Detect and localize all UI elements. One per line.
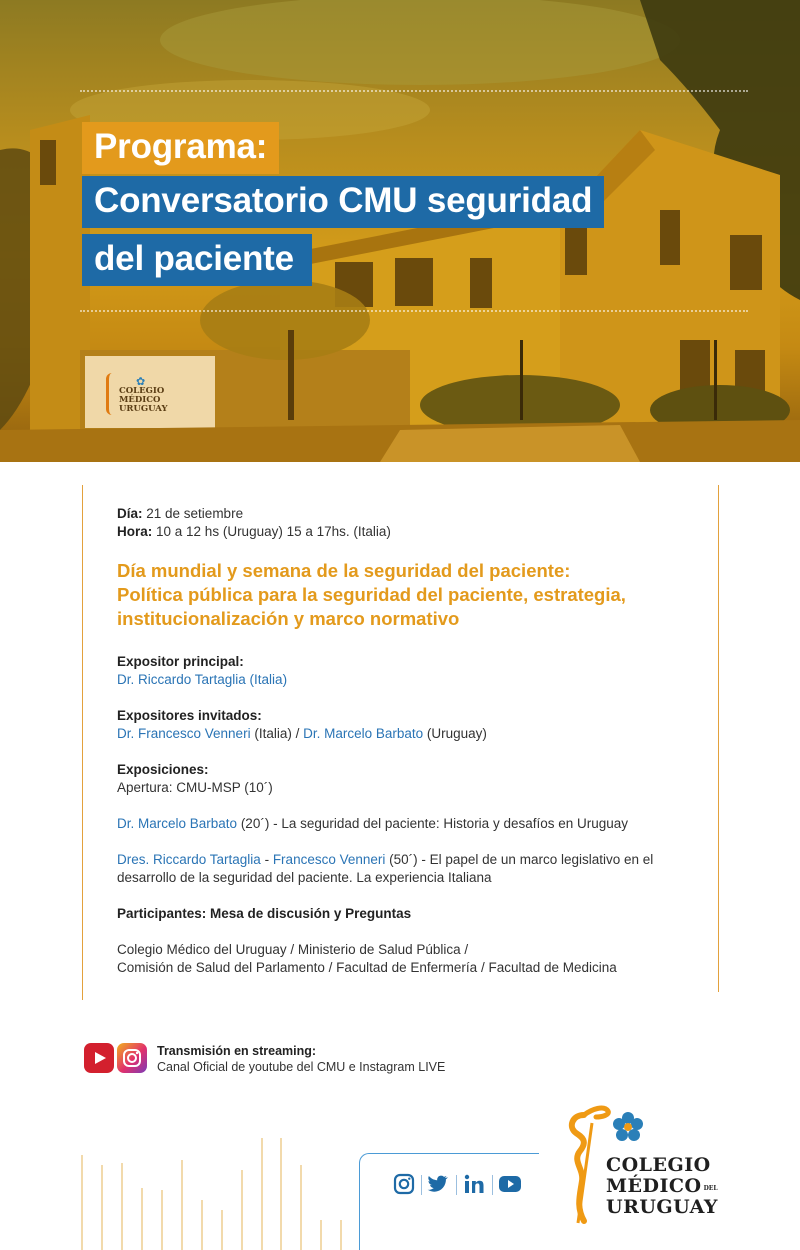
sign-line-3: URUGUAY (119, 404, 168, 414)
dotted-divider-top (80, 90, 748, 92)
date-label: Día: (117, 506, 143, 521)
hero-banner (0, 0, 800, 462)
social-separator (492, 1175, 493, 1195)
linkedin-icon[interactable] (462, 1172, 486, 1196)
dotted-divider-bottom (80, 310, 748, 312)
guest-speaker-2: Dr. Marcelo Barbato (303, 726, 424, 741)
time-value: 10 a 12 hs (Uruguay) 15 a 17hs. (Italia) (152, 524, 391, 539)
talk-1-title: (20´) - La seguridad del paciente: Historia y desafíos en Uruguay (237, 816, 629, 831)
program-content (117, 505, 707, 977)
talks-label: Exposiciones: (117, 762, 209, 777)
instagram-icon[interactable] (392, 1172, 416, 1196)
talk-opening: Apertura: CMU-MSP (10´) (117, 780, 273, 795)
youtube-icon[interactable] (498, 1172, 522, 1196)
sign-line-1: COLEGIO (119, 386, 165, 396)
program-headline (117, 559, 707, 631)
logo-line-2-text: MÉDICO (606, 1175, 702, 1197)
title-programa: Programa: (82, 122, 279, 174)
time-label: Hora: (117, 524, 153, 539)
flower-icon (613, 1112, 643, 1141)
event-time (117, 523, 707, 541)
talk-2-title-cont: desarrollo de la seguridad del paciente. La experiencia Italiana (117, 870, 492, 885)
date-value: 21 de setiembre (142, 506, 244, 521)
guest-speaker-1-country: (Italia) / (250, 726, 304, 741)
streaming-title: Transmisión en streaming: (157, 1044, 317, 1058)
participants-label: Participantes: Mesa de discusión y Preguntas (117, 906, 412, 921)
guest-speakers (117, 725, 707, 743)
talk-2-title: (50´) - El papel de un marco legislativo en el (385, 852, 654, 867)
guest-speakers-label: Expositores invitados: (117, 708, 262, 723)
talk-1-speaker: Dr. Marcelo Barbato (117, 816, 238, 831)
twitter-icon[interactable] (425, 1172, 449, 1196)
left-rule (82, 485, 83, 1000)
participants-line-2: Comisión de Salud del Parlamento / Facultad de Enfermería / Facultad de Medicina (117, 960, 617, 975)
title-paciente: del paciente (82, 234, 312, 286)
talk-2-speaker-b: Francesco Venneri (272, 852, 386, 867)
talk-2-speaker-a: Dres. Riccardo Tartaglia (117, 852, 261, 867)
logo-del: DEL (703, 1185, 718, 1192)
title-conversatorio: Conversatorio CMU seguridad (82, 176, 604, 228)
social-links-box (359, 1153, 539, 1250)
main-speaker-name: Dr. Riccardo Tartaglia (Italia) (117, 672, 288, 687)
streaming-detail: Canal Oficial de youtube del CMU e Instagram LIVE (157, 1060, 446, 1074)
headline-line-1: Día mundial y semana de la seguridad del paciente: (117, 560, 571, 581)
decorative-bars (0, 1130, 360, 1250)
headline-line-2: Política pública para la seguridad del paciente, estrategia, (117, 584, 626, 605)
social-separator (421, 1175, 422, 1195)
talk-2-separator: - (260, 852, 273, 867)
participants-line-1: Colegio Médico del Uruguay / Ministerio de Salud Pública / (117, 942, 469, 957)
talk-2 (117, 851, 707, 869)
logo-line-1: COLEGIO (606, 1154, 711, 1176)
snake-staff-icon (572, 1108, 608, 1223)
social-separator (456, 1175, 457, 1195)
flower-icon: ✿ (136, 376, 146, 388)
streaming-info (157, 1043, 445, 1075)
main-speaker-label: Expositor principal: (117, 654, 244, 669)
youtube-icon[interactable] (84, 1043, 114, 1073)
snake-staff-icon (106, 373, 120, 415)
sign-line-2: MÉDICO (119, 395, 161, 405)
building-sign (106, 373, 216, 428)
logo-line-3: URUGUAY (606, 1196, 718, 1218)
right-rule (718, 485, 719, 992)
headline-line-3: institucionalización y marco normativo (117, 608, 460, 629)
guest-speaker-1: Dr. Francesco Venneri (117, 726, 251, 741)
talk-1 (117, 815, 707, 833)
instagram-icon[interactable] (117, 1043, 147, 1073)
event-date (117, 505, 707, 523)
guest-speaker-2-country: (Uruguay) (423, 726, 487, 741)
